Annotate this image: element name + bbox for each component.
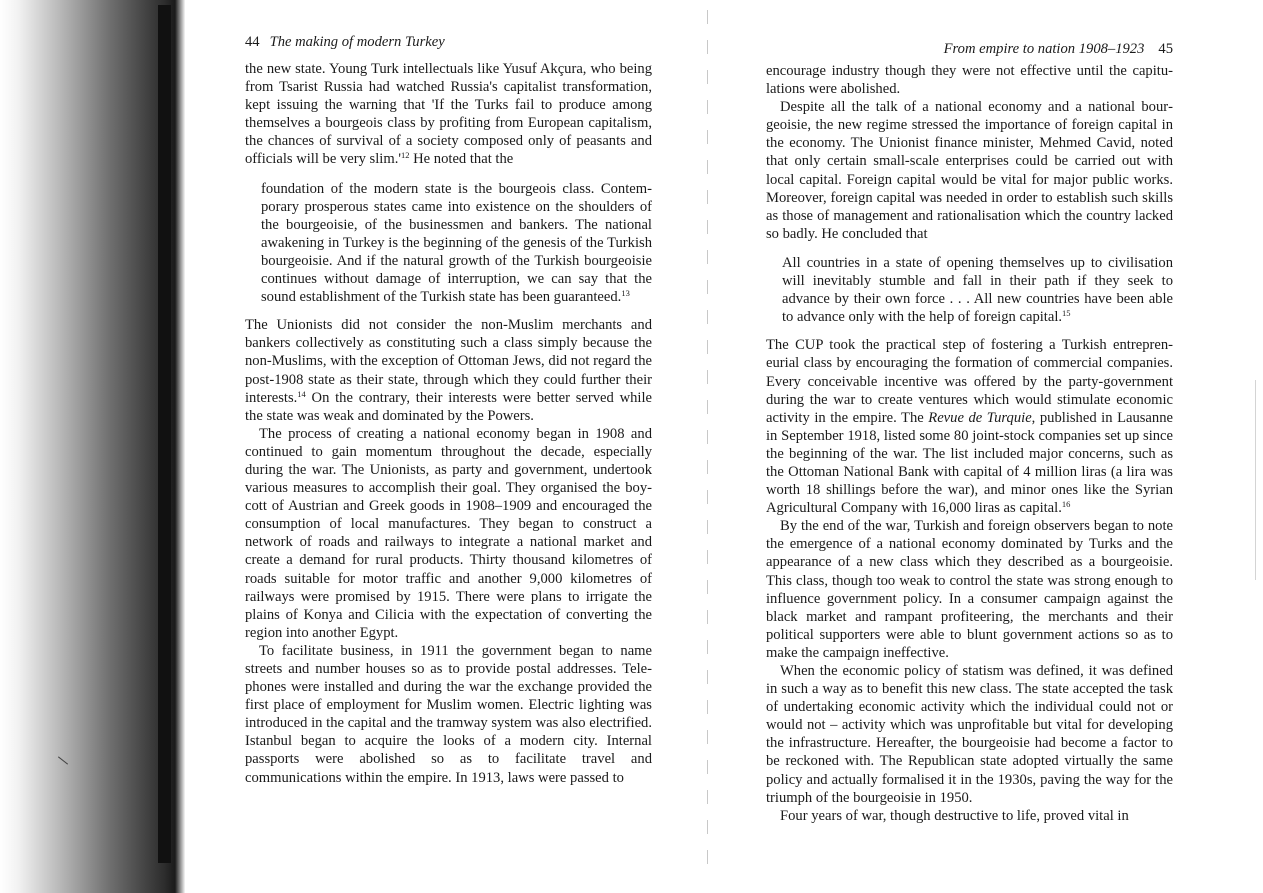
right-paragraph-6: Four years of war, though destructive to life, proved vital in (780, 807, 1129, 824)
footnote-ref-16: 16 (1061, 499, 1071, 510)
page-gutter (707, 10, 708, 880)
left-paragraph-1: the new state. Young Turk intellectuals like Yusuf Akçura, who being from Tsarist Russia had watched Russia's capitalist transformation, kept issuing the warning that 'If the Turks fail to produce among themselves a bourgeois class by profiting from European capitalism, the chances of survival of a society composed only of peasants and officials will be very $slim.'^{12}$ He noted that the (245, 61, 652, 168)
right-paragraph-2: Despite all the talk of a national economy and a national bourgeoisie, the new regime stressed the importance of foreign capital in the economy. The Unionist finance minister, Mehmed Cavid, noted that only certain small-scale enterprises could be carried out with local capital. Foreign capital would be vital for major public works. Moreover, foreign capital was needed in order to establish such skills as those of management and rationalisation which the country lacked so badly. He concluded that (766, 99, 1173, 242)
left-paragraph-2: The Unionists did not consider the non-Muslim merchants and bankers collectively as constituting such a class simply because the non-Muslims, with the exception of Ottoman Jews, did not regard the post-1908 state as their state, through which they could further their interests.$^{14}$ On the contrary, their interests were better served while the state was weak and dominated by the Powers. (245, 317, 652, 424)
right-block-quote: All countries in a state of opening themselves up to civilisation will inevitably stumble and fall in their path if they seek to advance by their own force . . . All new countries have been able to advance only with the help of foreign capital.$^{15}$ (782, 254, 1173, 326)
right-paragraph-5: When the economic policy of statism was defined, it was defined in such a way as to benefit this new class. The state accepted the task of undertaking economic activity which the individual could not or would not – activity which was unprofitable but vital for developing the infrastructure. Hereafter, the bourgeoisie had become a factor to be reckoned with. The Republican state adopted virtually the same policy and actually formalised it in the 1930s, paving the way for the triumph of the bourgeoisie in 1950. (766, 663, 1173, 806)
footnote-ref-13: 13 (621, 288, 630, 299)
left-page-number: 44 (245, 34, 260, 50)
right-page (766, 40, 1173, 825)
right-paragraph-4: By the end of the war, Turkish and foreign observers began to note the emergence of a national economy dominated by Turks and the appearance of a new class which they described as a bourgeoisie. This class, though too weak to control the state was strong enough to influence government policy. In a consumer campaign against the black market and rampant profiteering, the merchants and their political supporters were able to blunt government actions so as to make the campaign ineffective. (766, 518, 1173, 661)
left-running-head (245, 33, 652, 60)
right-paragraph-3: The CUP took the practical step of fostering a Turkish entrepreneurial class by encouraging the formation of commercial companies. Every conceivable incentive was offered by the party-government during the war to create ventures which would stimulate economic activity in the empire. The Revue de Turquie, published in Lausanne in September 1918, listed some 80 joint-stock companies set up since the beginning of the war. The list included major concerns, such as the Ottoman National Bank with capital of 4 million liras (a lira was worth 18 shillings before the war), and minor ones like the Syrian Agricultural Company with 16,000 liras as capital.$^{16}$ (766, 337, 1173, 517)
right-paragraph-1: encourage industry though they were not effective until the capitulations were abolished. (766, 63, 1173, 98)
left-paragraph-3: The process of creating a national economy began in 1908 and continued to gain momentum throughout the decade, especially during the war. The Unionists, as party and government, undertook various measures to accomplish their goal. They organised the boycott of Austrian and Greek goods in 1908–1909 and encouraged the consumption of local manufactures. They began to construct a network of roads and railways to integrate a national market and create a demand for rural products. Thirty thousand kilometres of roads suitable for motor traffic and another 9,000 kilometres of railways were promised by 1915. There were plans to irrigate the plains of Konya and Cilicia with the expectation of converting the region into another Egypt. (245, 425, 652, 641)
left-page (245, 33, 652, 787)
right-edge-mark (1255, 380, 1256, 580)
left-running-title: The making of modern Turkey (269, 34, 445, 50)
right-running-title: From empire to nation 1908–1923 (943, 41, 1145, 57)
right-page-number: 45 (1158, 41, 1173, 57)
footnote-ref-15: 15 (1062, 308, 1071, 319)
left-block-quote: foundation of the modern state is the bourgeois class. Contemporary prosperous states came into existence on the shoulders of the bourgeoisie, of the businessmen and bankers. The national awakening in Turkey is the beginning of the genesis of the Turkish bourgeoisie. And if the natural growth of the Turkish bourgeoisie continues without damage of interruption, we can say that the sound establishment of the Turkish state has been guaranteed.$^{13}$ (261, 180, 652, 306)
right-running-head (766, 40, 1173, 62)
book-spine-edge (158, 5, 171, 863)
journal-title: Revue de Turquie (928, 409, 1032, 426)
footnote-ref-12: 12 (400, 150, 410, 161)
left-paragraph-4: To facilitate business, in 1911 the government began to name streets and number houses so as to provide postal addresses. Telephones were installed and during the war the exchange provided the first place of employment for Muslim women. Electric lighting was introduced in the capital and the tramway system was also electrified. Istanbul began to acquire the looks of a modern city. Internal passports were abolished so as to facilitate travel and communications within the empire. In 1913, laws were passed to (245, 642, 652, 786)
footnote-ref-14: 14 (297, 388, 306, 399)
